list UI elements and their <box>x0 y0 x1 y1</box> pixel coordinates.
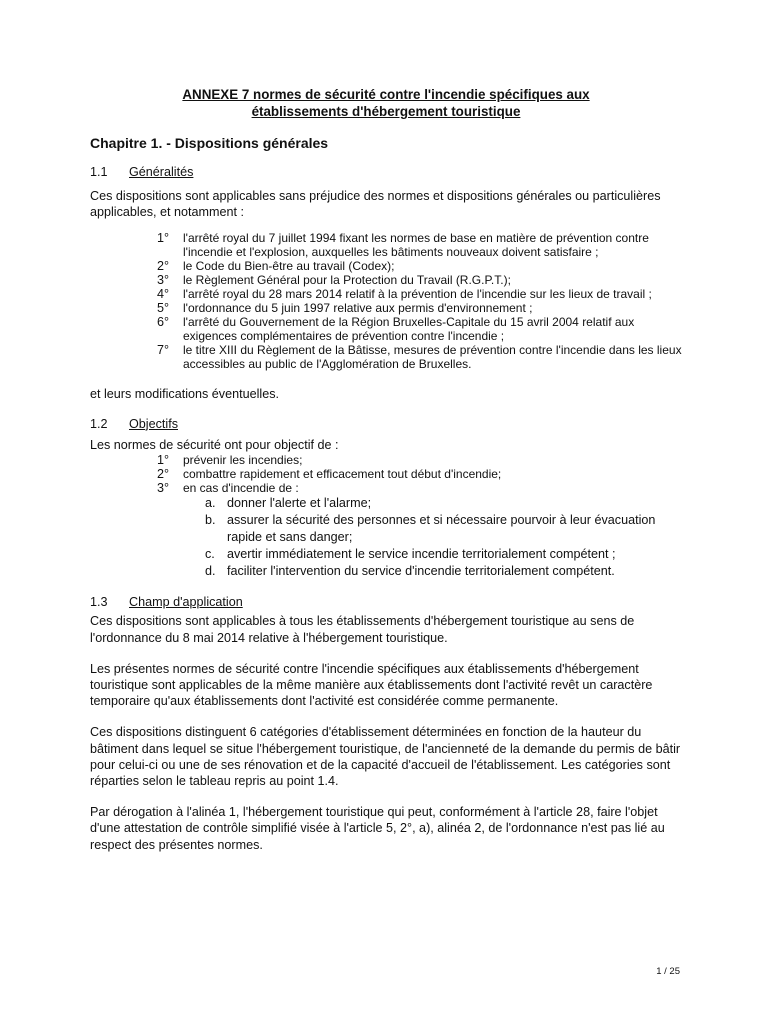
list-item <box>157 301 682 315</box>
item-text: prévenir les incendies; <box>183 453 303 468</box>
list-item <box>157 287 682 301</box>
item-letter: b. <box>205 513 216 528</box>
page-number: 1 / 25 <box>656 966 680 977</box>
item-text: le Code du Bien-être au travail (Codex); <box>183 258 395 273</box>
item-text: l'arrêté royal du 28 mars 2014 relatif à la prévention de l'incendie sur les lieux de travail ; <box>183 286 652 301</box>
section-1-2-intro: Les normes de sécurité ont pour objectif de : <box>90 438 339 453</box>
list-item <box>205 495 682 512</box>
chapter-heading: Chapitre 1. - Dispositions générales <box>90 135 329 151</box>
item-text: combattre rapidement et efficacement tout début d'incendie; <box>183 467 502 482</box>
list-item <box>157 259 682 273</box>
item-number: 1° <box>157 230 170 245</box>
document-title <box>90 86 682 120</box>
section-title: Généralités <box>129 165 194 179</box>
item-text: l'arrêté royal du 7 juillet 1994 fixant les normes de base en matière de prévention contre l'incendie et l'explosion, auxquelles les bâtiments nouveaux doivent satisfaire ; <box>183 230 649 259</box>
document-page <box>90 82 682 853</box>
section-1-3-paragraph-1: Ces dispositions sont applicables à tous les établissements d'hébergement touristique au sens de l'ordonnance du 8 mai 2014 relative à l'hébergement touristique. <box>90 614 635 645</box>
list-item <box>205 563 682 580</box>
section-1-1-list <box>90 231 682 371</box>
item-number: 3° <box>157 272 170 287</box>
section-1-1-intro: Ces dispositions sont applicables sans préjudice des normes et dispositions générales ou particulières applicables, et notamment : <box>90 189 661 220</box>
item-number: 2° <box>157 467 170 482</box>
section-1-1-outro: et leurs modifications éventuelles. <box>90 386 280 401</box>
title-line-2: établissements d'hébergement touristique <box>251 104 521 119</box>
section-number: 1.1 <box>90 165 108 179</box>
item-text: l'ordonnance du 5 juin 1997 relative aux permis d'environnement ; <box>183 300 533 315</box>
item-text: le titre XIII du Règlement de la Bâtisse, mesures de prévention contre l'incendie dans les lieux accessibles au public de l'Agglomération de Bruxelles. <box>183 342 682 371</box>
section-1-2-sublist <box>90 495 682 580</box>
item-number: 3° <box>157 481 170 496</box>
list-item <box>157 467 682 481</box>
item-number: 1° <box>157 453 170 468</box>
item-number: 5° <box>157 300 170 315</box>
section-1-3-paragraph-3: Ces dispositions distinguent 6 catégories d'établissement déterminées en fonction de la hauteur du bâtiment dans lequel se situe l'hébergement touristique, de l'ancienneté de la demande du permis de bâtir pour celui-ci ou une de ses rénovation et de la capacité d'accueil de l'établissement. Les catégories sont réparties selon le tableau repris au point 1.4. <box>90 725 681 789</box>
list-item <box>157 453 682 467</box>
item-text: assurer la sécurité des personnes et si nécessaire pourvoir à leur évacuation rapide et sans danger; <box>227 513 656 545</box>
list-item <box>157 231 682 259</box>
list-item <box>205 512 682 546</box>
list-item <box>157 481 682 495</box>
item-text: avertir immédiatement le service incendie territorialement compétent ; <box>227 547 616 562</box>
section-1-1-heading <box>90 164 682 180</box>
item-letter: c. <box>205 547 215 562</box>
item-letter: d. <box>205 564 216 579</box>
section-1-3-heading <box>90 594 682 610</box>
item-text: en cas d'incendie de : <box>183 481 299 496</box>
item-number: 4° <box>157 286 170 301</box>
item-letter: a. <box>205 496 216 511</box>
item-text: l'arrêté du Gouvernement de la Région Bruxelles-Capitale du 15 avril 2004 relatif aux exigences complémentaires de prévention contre l'incendie ; <box>183 314 635 343</box>
list-item <box>157 343 682 371</box>
item-text: le Règlement Général pour la Protection du Travail (R.G.P.T.); <box>183 272 511 287</box>
section-title: Objectifs <box>129 416 178 431</box>
title-line-1: ANNEXE 7 normes de sécurité contre l'incendie spécifiques aux <box>182 87 590 102</box>
section-number: 1.2 <box>90 416 108 431</box>
section-number: 1.3 <box>90 595 108 610</box>
list-item <box>157 273 682 287</box>
item-text: donner l'alerte et l'alarme; <box>227 496 372 511</box>
item-number: 2° <box>157 258 170 273</box>
item-number: 6° <box>157 314 170 329</box>
section-1-3-paragraph-4: Par dérogation à l'alinéa 1, l'hébergement touristique qui peut, conformément à l'article 28, faire l'objet d'une attestation de contrôle simplifié visée à l'article 5, 2°, a), alinéa 2, de l'ordonnance n'est pas lié au respect des présentes normes. <box>90 805 665 852</box>
item-text: faciliter l'intervention du service d'incendie territorialement compétent. <box>227 564 615 579</box>
section-title: Champ d'application <box>129 595 243 610</box>
list-item <box>205 546 682 563</box>
section-1-2-heading <box>90 416 682 432</box>
section-1-2-list <box>90 453 682 495</box>
item-number: 7° <box>157 342 170 357</box>
list-item <box>157 315 682 343</box>
section-1-3-paragraph-2: Les présentes normes de sécurité contre l'incendie spécifiques aux établissements d'hébergement touristique sont applicables de la même manière aux établissements dont l'activité revêt un caractère temporaire qu'aux établissements dont l'activité est considérée comme permanente. <box>90 661 653 709</box>
